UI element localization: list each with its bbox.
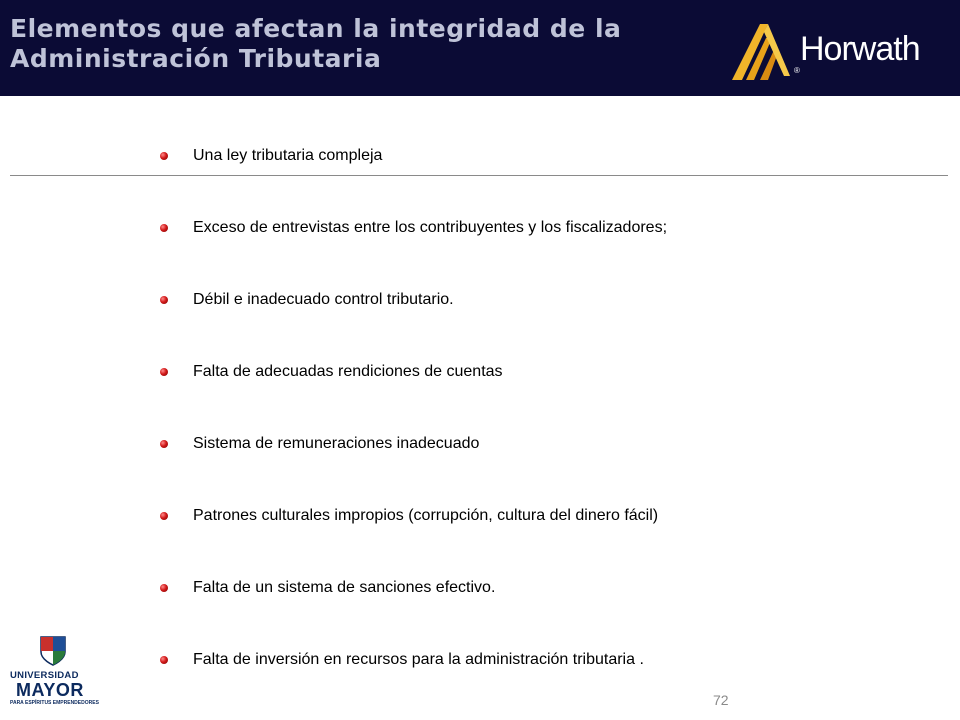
- slide-title-line-1: Elementos que afectan la integridad de la: [10, 14, 622, 43]
- bullet-text: Falta de adecuadas rendiciones de cuentas: [193, 363, 503, 380]
- bullet-text: Falta de inversión en recursos para la administración tributaria .: [193, 651, 644, 668]
- header-banner: [0, 0, 960, 96]
- bullet-icon: [160, 584, 168, 592]
- bullet-icon: [160, 152, 168, 160]
- bullet-item: [160, 218, 780, 242]
- registered-mark: ®: [794, 66, 800, 75]
- university-name: MAYOR: [16, 680, 84, 700]
- bullet-item: [160, 506, 780, 530]
- bullet-text: Patrones culturales impropios (corrupción, cultura del dinero fácil): [193, 507, 659, 524]
- bullet-item: [160, 362, 780, 386]
- bullet-text: Sistema de remuneraciones inadecuado: [193, 435, 480, 452]
- bullet-text: Una ley tributaria compleja: [193, 147, 383, 164]
- bullet-icon: [160, 656, 168, 664]
- university-logo: [10, 636, 100, 712]
- horwath-chevron-icon: [728, 20, 798, 86]
- divider-line: [10, 175, 948, 176]
- bullet-icon: [160, 224, 168, 232]
- bullet-item: [160, 146, 780, 170]
- university-tagline: PARA ESPÍRITUS EMPRENDEDORES: [10, 700, 99, 706]
- slide-title-line-2: Administración Tributaria: [10, 44, 382, 73]
- bullet-item: [160, 650, 780, 674]
- slide-title: [10, 14, 690, 74]
- page-number: 72: [713, 692, 729, 708]
- university-label: UNIVERSIDAD: [10, 670, 79, 681]
- bullet-item: [160, 578, 780, 602]
- horwath-logo: [728, 20, 948, 86]
- bullet-icon: [160, 368, 168, 376]
- bullet-item: [160, 434, 780, 458]
- bullet-icon: [160, 296, 168, 304]
- horwath-wordmark: Horwath: [800, 30, 920, 68]
- bullet-item: [160, 290, 780, 314]
- bullet-icon: [160, 440, 168, 448]
- bullet-icon: [160, 512, 168, 520]
- bullet-text: Débil e inadecuado control tributario.: [193, 291, 454, 308]
- bullet-text: Falta de un sistema de sanciones efectivo.: [193, 579, 496, 596]
- university-crest-icon: [40, 636, 66, 666]
- bullet-text: Exceso de entrevistas entre los contribuyentes y los fiscalizadores;: [193, 219, 668, 236]
